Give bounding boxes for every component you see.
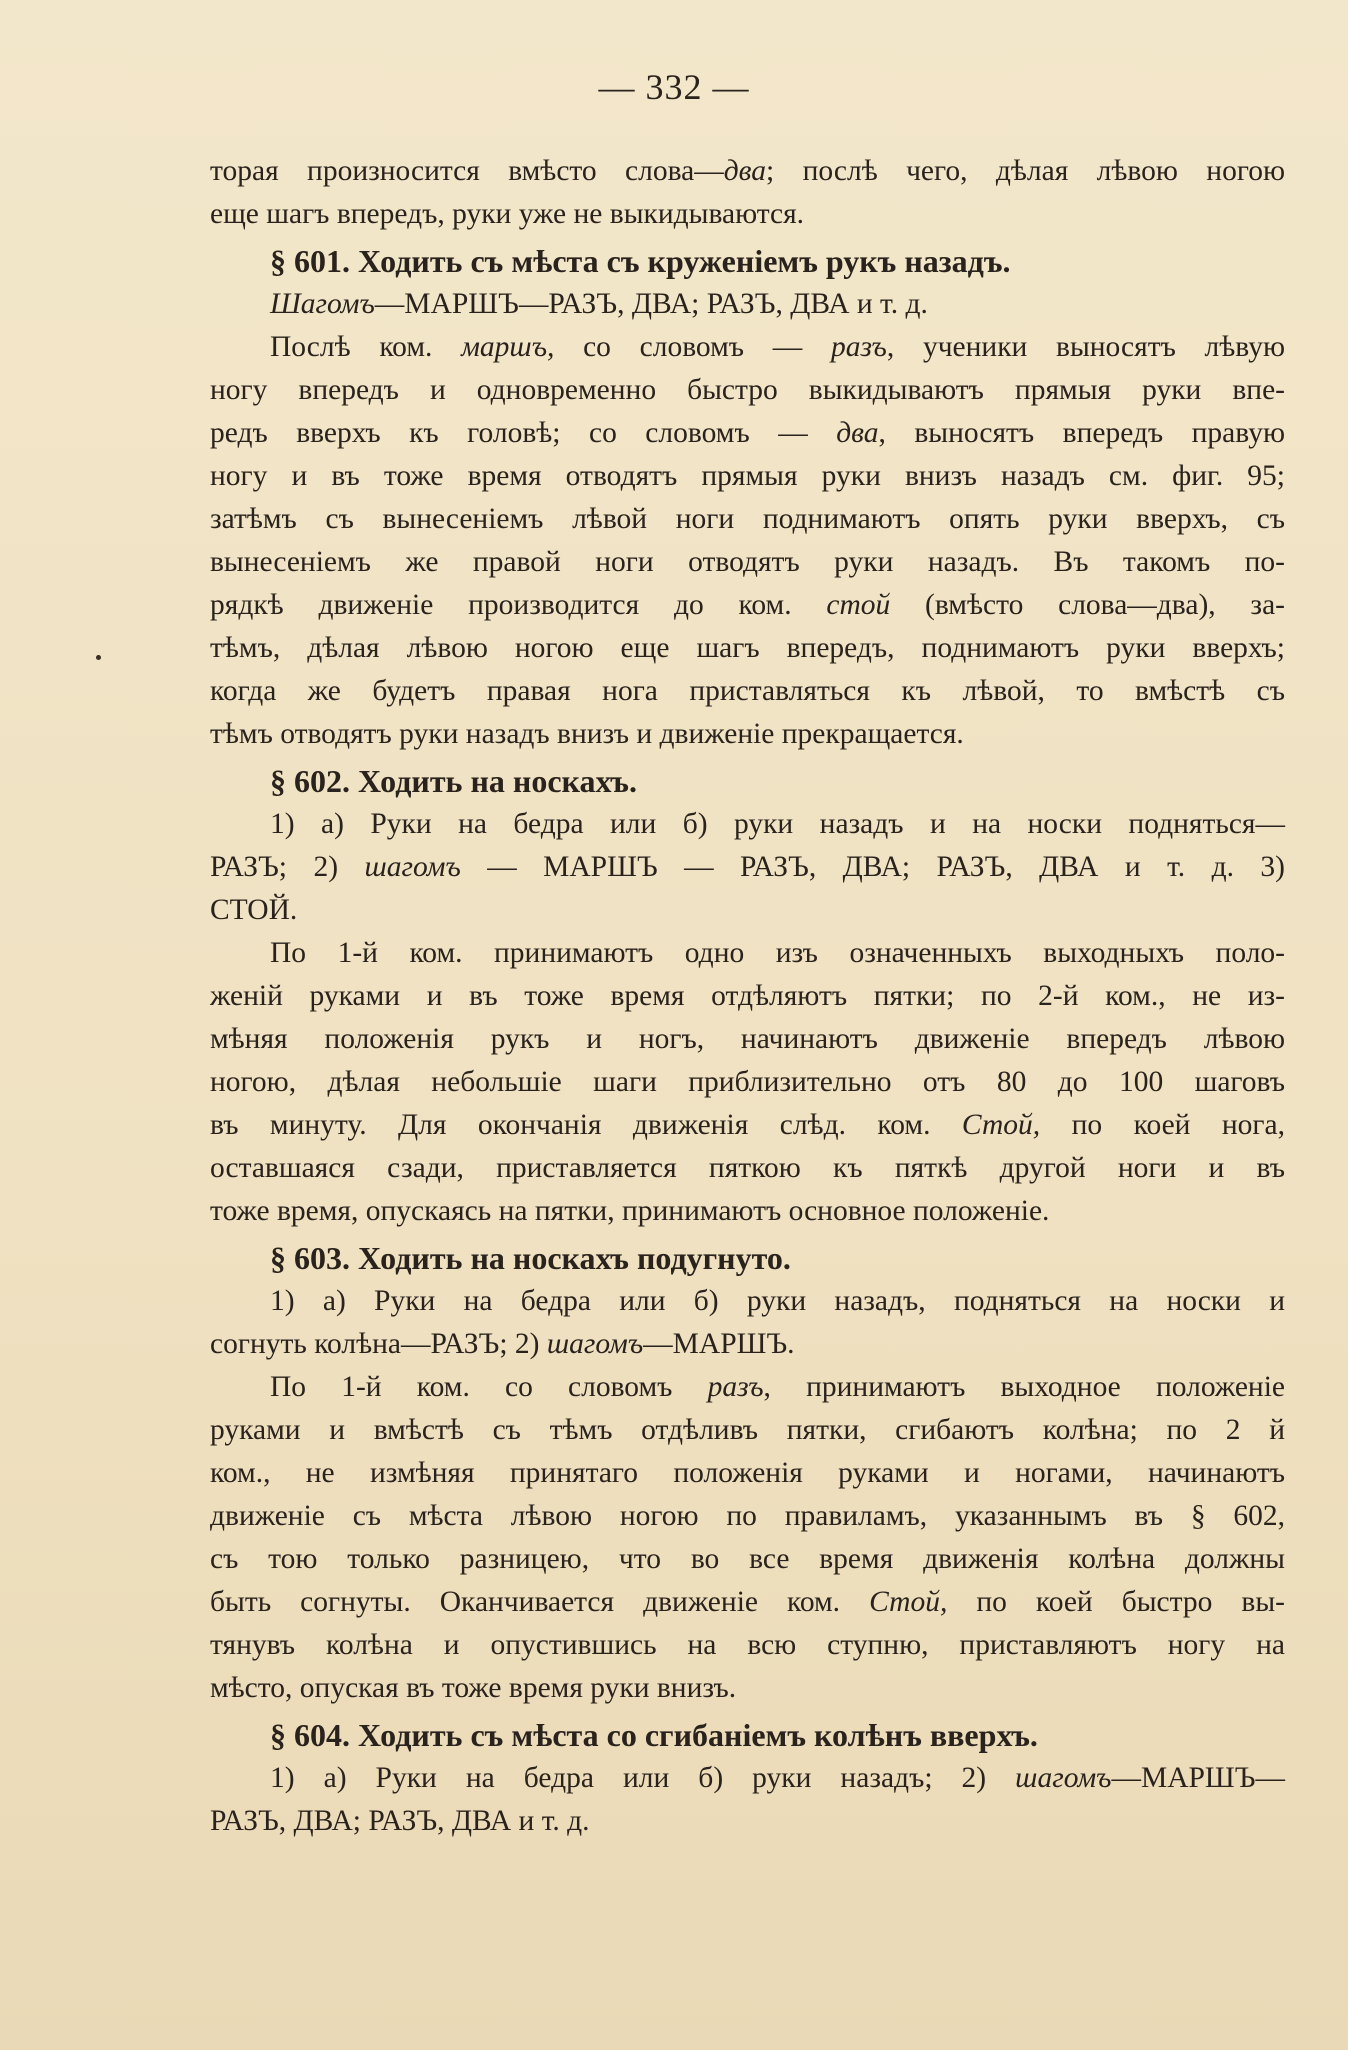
text-line: руками и вмѣстѣ съ тѣмъ отдѣливъ пятки, сгибаютъ колѣна; по 2 й — [210, 1414, 1285, 1446]
text-line: рядкѣ движеніе производится до ком. стой (вмѣсто слова—два), за- — [210, 589, 1285, 621]
text-line: мѣсто, опуская въ тоже время руки внизъ. — [210, 1672, 737, 1704]
text-line: 1) а) Руки на бедра или б) руки назадъ; 2) шагомъ—МАРШЪ— — [270, 1762, 1285, 1794]
text-line: По 1-й ком. со словомъ разъ, принимаютъ выходное положеніе — [270, 1371, 1285, 1403]
text-line: СТОЙ. — [210, 894, 298, 926]
text-line: 1) а) Руки на бедра или б) руки назадъ и на носки подняться— — [270, 808, 1285, 840]
text-line: тянувъ колѣна и опустившись на всю ступню, приставляютъ ногу на — [210, 1629, 1285, 1661]
text-line: тѣмъ, дѣлая лѣвою ногою еще шагъ впередъ, поднимаютъ руки вверхъ; — [210, 632, 1285, 664]
text-line: оставшаяся сзади, приставляется пяткою къ пяткѣ другой ноги и въ — [210, 1152, 1285, 1184]
text-line: затѣмъ съ вынесеніемъ лѣвой ноги поднимаютъ опять руки вверхъ, съ — [210, 503, 1285, 535]
text-line: Послѣ ком. маршъ, со словомъ — разъ, ученики выносятъ лѣвую — [270, 331, 1285, 363]
page-number: — 332 — — [598, 67, 750, 107]
text-line: тѣмъ отводятъ руки назадъ внизъ и движеніе прекращается. — [210, 718, 964, 750]
text-line: РАЗЪ; 2) шагомъ — МАРШЪ — РАЗЪ, ДВА; РАЗЪ, ДВА и т. д. 3) — [210, 851, 1285, 883]
section-heading: § 604. Ходить съ мѣста со сгибаніемъ колѣнъ вверхъ. — [270, 1717, 1038, 1753]
text-line: быть согнуты. Оканчивается движеніе ком. Стой, по коей быстро вы- — [210, 1586, 1285, 1618]
text-line: согнуть колѣна—РАЗЪ; 2) шагомъ—МАРШЪ. — [210, 1328, 795, 1360]
section-heading: § 603. Ходить на носкахъ подугнуто. — [270, 1240, 791, 1276]
text-line: вынесеніемъ же правой ноги отводятъ руки назадъ. Въ такомъ по- — [210, 546, 1285, 578]
text-line: ногу впередъ и одновременно быстро выкидываютъ прямыя руки впе- — [210, 374, 1285, 406]
text-line: когда же будетъ правая нога приставляться къ лѣвой, то вмѣстѣ съ — [210, 675, 1285, 707]
section-heading: § 602. Ходить на носкахъ. — [270, 763, 637, 799]
text-line: 1) а) Руки на бедра или б) руки назадъ, подняться на носки и — [270, 1285, 1285, 1317]
text-line: еще шагъ впередъ, руки уже не выкидываются. — [210, 198, 805, 230]
text-line: въ минуту. Для окончанія движенія слѣд. ком. Стой, по коей нога, — [210, 1109, 1285, 1141]
text-line: Шагомъ—МАРШЪ—РАЗЪ, ДВА; РАЗЪ, ДВА и т. д. — [270, 288, 928, 320]
text-line: РАЗЪ, ДВА; РАЗЪ, ДВА и т. д. — [210, 1805, 590, 1837]
section-heading: § 601. Ходить съ мѣста съ круженіемъ рукъ назадъ. — [270, 243, 1011, 279]
text-line: женій руками и въ тоже время отдѣляютъ пятки; по 2-й ком., не из- — [210, 980, 1285, 1012]
text-line: По 1-й ком. принимаютъ одно изъ означенныхъ выходныхъ поло- — [270, 937, 1285, 969]
text-line: ком., не измѣняя принятаго положенія руками и ногами, начинаютъ — [210, 1457, 1285, 1489]
ink-speck — [96, 655, 101, 660]
text-line: мѣняя положенія рукъ и ногъ, начинаютъ движеніе впередъ лѣвою — [210, 1023, 1285, 1055]
page-body — [210, 150, 1285, 1843]
text-line: ногою, дѣлая небольшіе шаги приблизительно отъ 80 до 100 шаговъ — [210, 1066, 1285, 1098]
text-line: редъ вверхъ къ головѣ; со словомъ — два, выносятъ впередъ правую — [210, 417, 1285, 449]
text-line: съ тою только разницею, что во все время движенія колѣна должны — [210, 1543, 1285, 1575]
text-line: торая произносится вмѣсто слова—два; послѣ чего, дѣлая лѣвою ногою — [210, 155, 1285, 187]
text-line: тоже время, опускаясь на пятки, принимаютъ основное положеніе. — [210, 1195, 1050, 1227]
text-line: ногу и въ тоже время отводятъ прямыя руки внизъ назадъ см. фиг. 95; — [210, 460, 1285, 492]
text-line: движеніе съ мѣста лѣвою ногою по правиламъ, указаннымъ въ § 602, — [210, 1500, 1285, 1532]
